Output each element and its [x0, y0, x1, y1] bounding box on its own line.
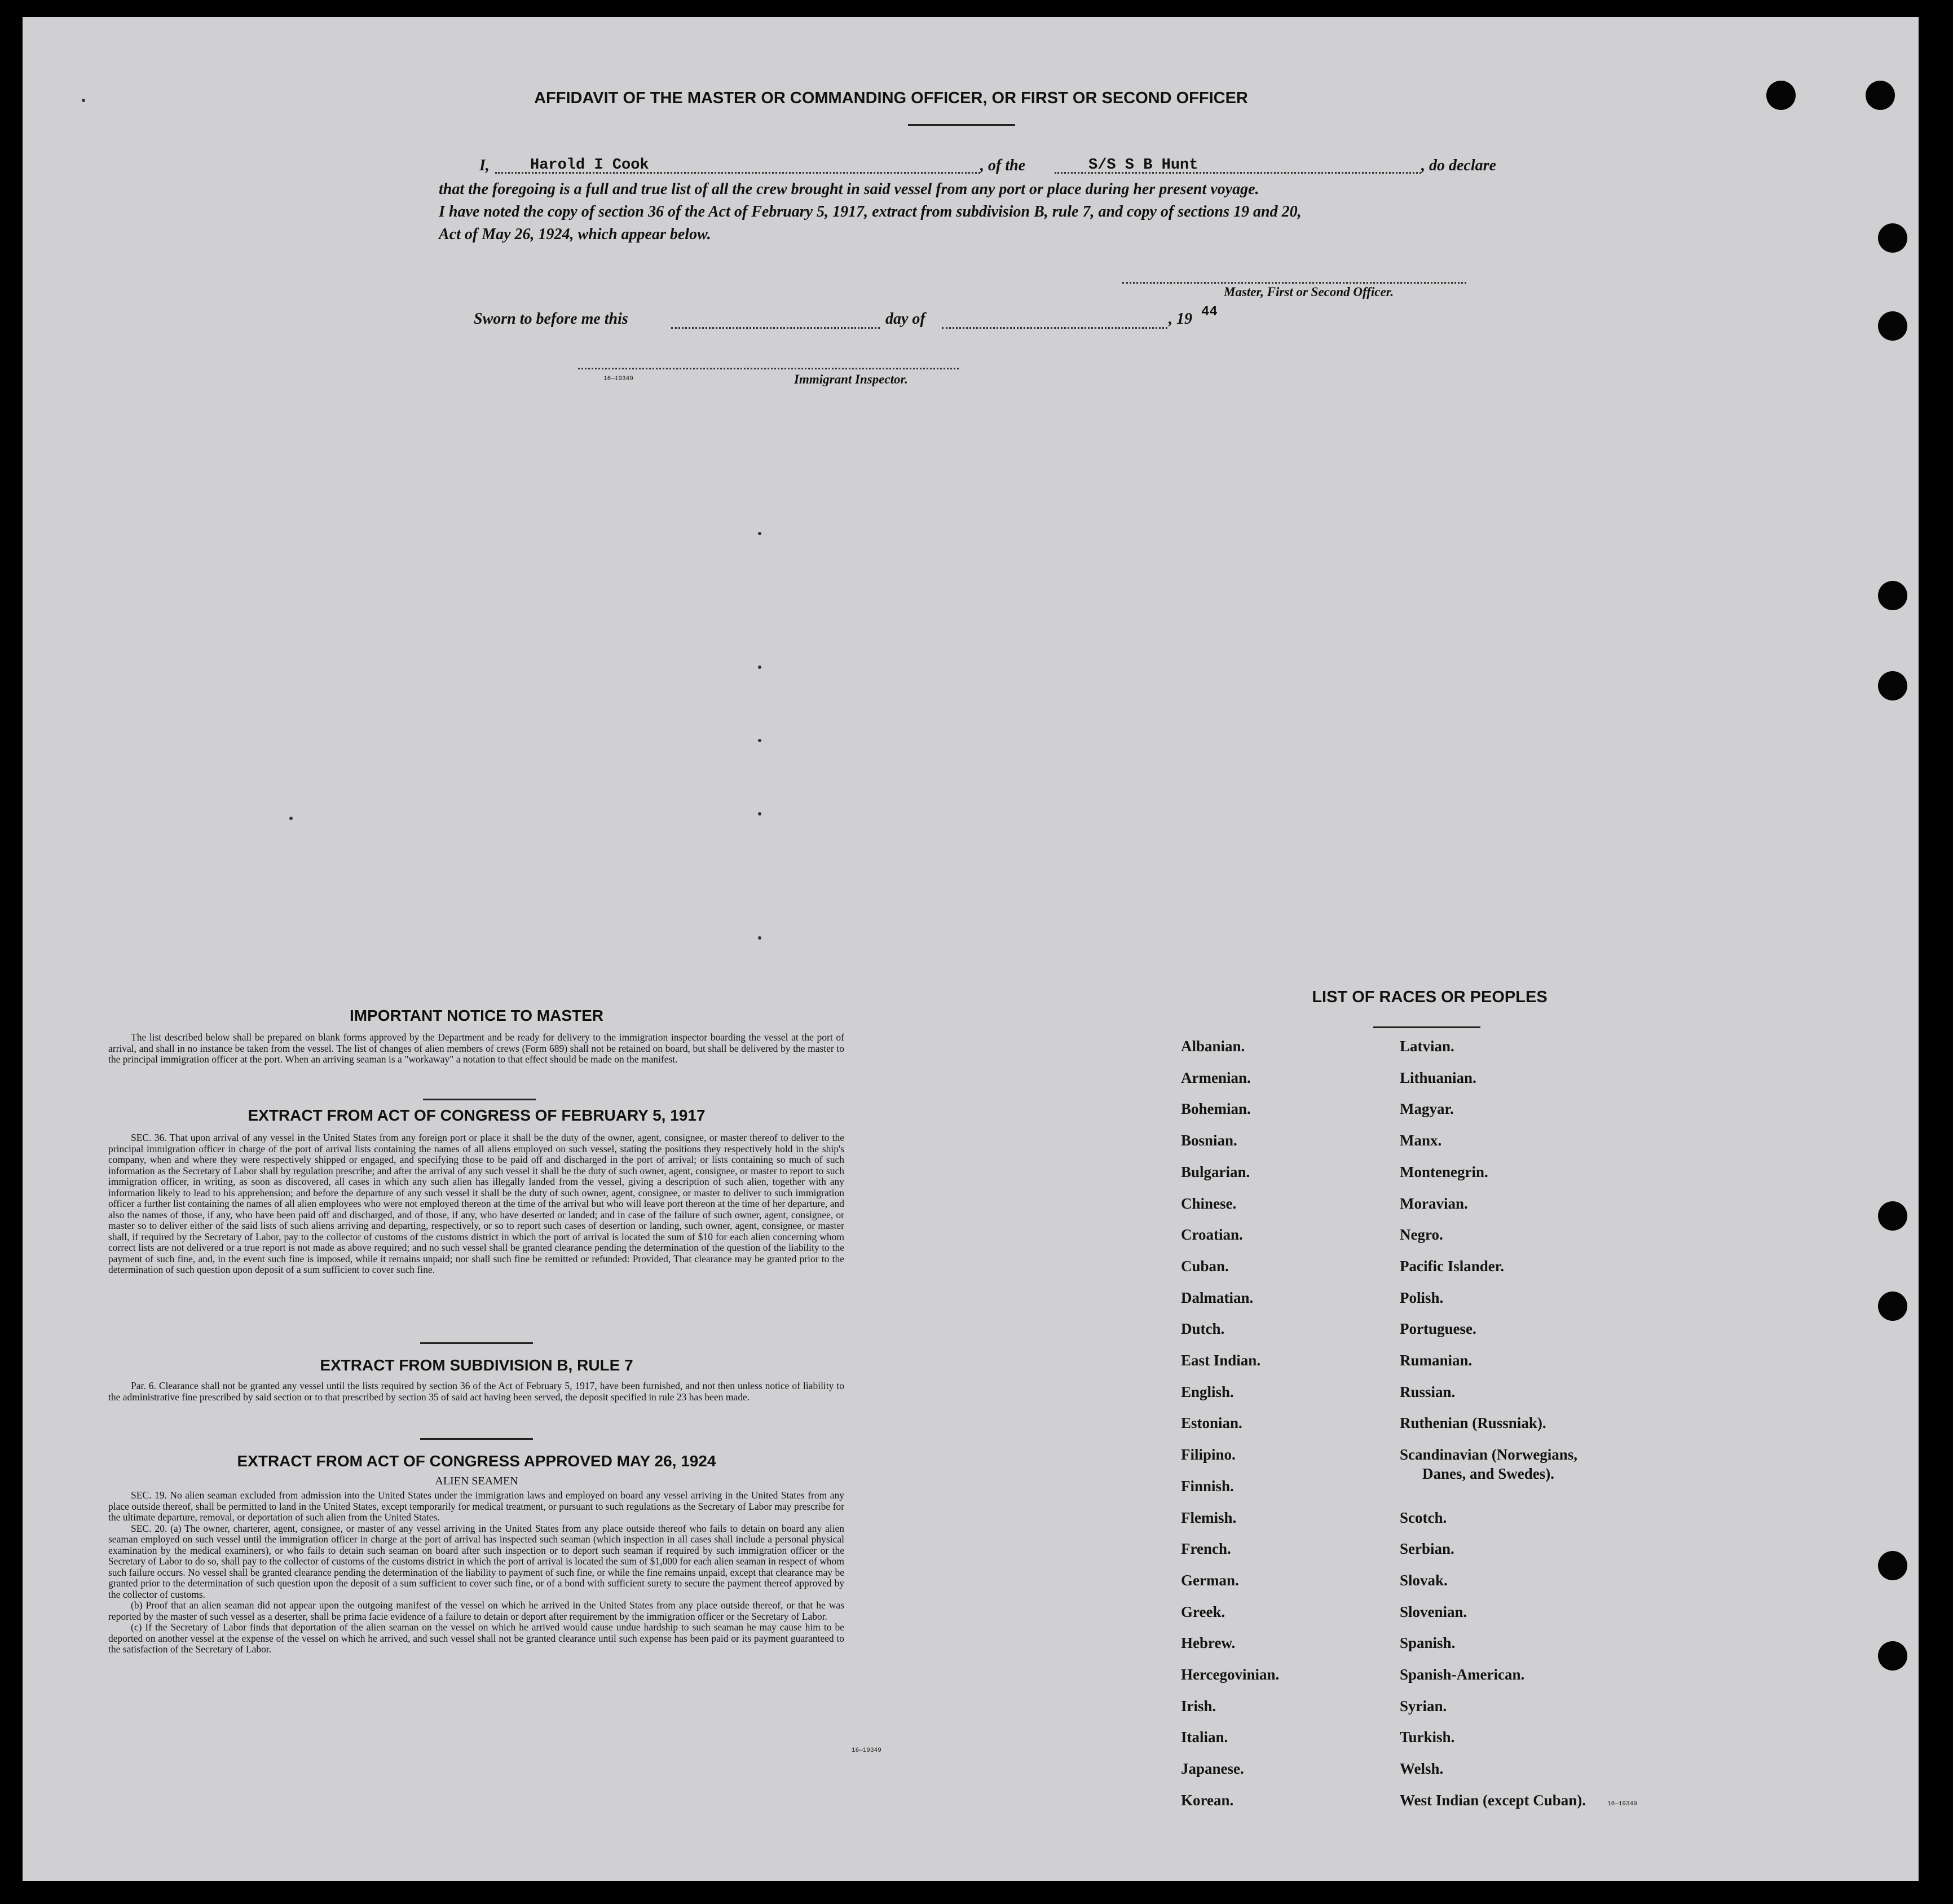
races-title: LIST OF RACES OR PEOPLES: [1312, 988, 1548, 1006]
race-item: Negro.: [1400, 1226, 1443, 1243]
race-item: Danes, and Swedes).: [1422, 1465, 1555, 1482]
extract-1924-text: [108, 1490, 844, 1655]
race-item: Armenian.: [1181, 1069, 1251, 1086]
race-item: Scotch.: [1400, 1509, 1447, 1526]
race-item: Ruthenian (Russniak).: [1400, 1414, 1546, 1431]
extract-1924-subtitle: ALIEN SEAMEN: [435, 1475, 518, 1487]
race-item: Moravian.: [1400, 1195, 1468, 1212]
race-item: Albanian.: [1181, 1038, 1245, 1055]
extract-form-number: 16—19349: [852, 1747, 881, 1754]
race-item: English.: [1181, 1383, 1234, 1400]
affidavit-declare-label: , do declare: [1421, 157, 1496, 174]
affidavit-title: AFFIDAVIT OF THE MASTER OR COMMANDING OFFICER, OR FIRST OR SECOND OFFICER: [534, 89, 1248, 107]
race-item: Slovak.: [1400, 1572, 1448, 1589]
inspector-caption: Immigrant Inspector.: [794, 372, 908, 386]
signature-caption: Master, First or Second Officer.: [1224, 285, 1394, 299]
race-item: Japanese.: [1181, 1760, 1244, 1777]
race-item: Portuguese.: [1400, 1320, 1476, 1337]
master-name-field: Harold I Cook: [530, 157, 649, 174]
extract-rule7-title: EXTRACT FROM SUBDIVISION B, RULE 7: [320, 1356, 633, 1374]
year-prefix: , 19: [1169, 310, 1192, 328]
race-item: Italian.: [1181, 1729, 1228, 1746]
race-item: Polish.: [1400, 1289, 1444, 1306]
race-item: Turkish.: [1400, 1729, 1455, 1746]
section-20c-text: (c) If the Secretary of Labor finds that deportation of the alien seaman on the vessel on which he arrived would cause undue hardship to such seaman he may cause him to be deported on another vessel at the expense of the vessel on which he arrived, and such vessel shall not be granted clearance until such expense has been paid or its payment guaranteed to the satisfaction of the Secretary of Labor.: [108, 1621, 844, 1655]
race-item: Serbian.: [1400, 1540, 1454, 1557]
race-item: Pacific Islander.: [1400, 1258, 1504, 1275]
race-item: Korean.: [1181, 1792, 1234, 1809]
race-item: Spanish.: [1400, 1634, 1456, 1651]
race-item: Rumanian.: [1400, 1352, 1473, 1369]
day-of-label: day of: [885, 310, 925, 328]
extract-1917-text: SEC. 36. That upon arrival of any vessel in the United States from any foreign port or place it shall be the duty of the owner, agent, consignee, or master thereof to deliver to the principal immigration officer in charge of the port of arrival lists containing the names of all aliens employed on such vessel, stating the positions they respectively hold in the ship's company, when and where they were respectively shipped or engaged, and specifying those to be paid off and discharged in the port of arrival; or lists containing so much of such information as the Secretary of Labor shall by regulation prescribe; and after the arrival of any such vessel it shall be the duty of such owner, agent, consignee, or master to report to such immigration officer, in writing, as soon as discovered, all cases in which any such alien has illegally landed from the vessel, giving a description of such alien, together with any information likely to lead to his apprehension; and before the departure of any such vessel it shall be the duty of such owner, agent, consignee, or master to deliver to such immigration officer a further list containing the names of all alien employees who were not employed thereon at the time of the arrival but who will leave port thereon at the time of her departure, and also the names of those, if any, who have been paid off and discharged, and of those, if any, who have deserted or landed; and in case of the failure of such owner, agent, consignee, or master so to deliver either of the said lists of such aliens arriving and departing, respectively, or so to report such cases of desertion or landing, such owner, agent, consignee, or master shall, if required by the Secretary of Labor, pay to the collector of customs of the customs district in which the port of arrival is located the sum of $10 for each alien concerning whom correct lists are not delivered or a true report is not made as above required; and no such vessel shall be granted clearance pending the determination of the question of the liability to the payment of such fine, and, in the event such fine is imposed, while it remains unpaid; nor shall such fine be remitted or refunded: Provided, That clearance may be granted prior to the determination of such question upon deposit of a sum sufficient to cover such fine.: [108, 1132, 844, 1275]
race-item: Montenegrin.: [1400, 1163, 1488, 1180]
affidavit-line-2: that the foregoing is a full and true list of all the crew brought in said vessel from any port or place during her present voyage.: [439, 180, 1259, 198]
race-item: Scandinavian (Norwegians,: [1400, 1446, 1578, 1463]
race-item: German.: [1181, 1572, 1239, 1589]
sworn-label: Sworn to before me this: [474, 310, 628, 328]
race-item: East Indian.: [1181, 1352, 1261, 1369]
race-item: Irish.: [1181, 1698, 1216, 1715]
section-20b-text: (b) Proof that an alien seaman did not appear upon the outgoing manifest of the vessel on which he arrived in the United States from any place outside thereof, or that he was reported by the master of such vessel as a deserter, shall be prima facie evidence of a failure to detain or deport after requirement by the immigration officer or the Secretary of Labor.: [108, 1599, 844, 1622]
binder-hole-icon: [1866, 81, 1895, 110]
race-item: Bohemian.: [1181, 1100, 1251, 1117]
affidavit-form-number: 16—19349: [603, 376, 633, 382]
race-item: Magyar.: [1400, 1100, 1454, 1117]
race-item: Russian.: [1400, 1383, 1456, 1400]
binder-hole-icon: [1878, 1551, 1907, 1580]
binder-hole-icon: [1766, 81, 1796, 110]
race-item: Hercegovinian.: [1181, 1666, 1280, 1683]
race-item: Spanish-American.: [1400, 1666, 1525, 1683]
race-item: Hebrew.: [1181, 1634, 1236, 1651]
binder-hole-icon: [1878, 223, 1907, 253]
race-item: Filipino.: [1181, 1446, 1236, 1463]
notice-title: IMPORTANT NOTICE TO MASTER: [349, 1007, 604, 1024]
affidavit-of-the-label: , of the: [980, 157, 1026, 174]
section-20a-text: SEC. 20. (a) The owner, charterer, agent, consignee, or master of any vessel arriving in the United States from any place outside thereof who fails to detain on board any alien seaman employed on such vessel until the immigration officer in charge at the port of arrival has inspected such seaman (which inspection in all cases shall include a personal physical examination by the medical examiners), or who fails to detain such seaman on board after such inspection or to deport such seaman if required by such immigration officer or the Secretary of Labor to do so, shall pay to the collector of customs of the customs district in which the port of arrival is located the sum of $1,000 for each alien seaman in respect of whom such failure occurs. No vessel shall be granted clearance pending the determination of the liability to payment of such fine, or while the fine remains unpaid, except that clearance may be granted prior to the determination of such question upon the deposit of a sum sufficient to cover such fine, or of a bond with sufficient surety to secure the payment thereof approved by the collector of customs.: [108, 1522, 844, 1600]
notice-text: The list described below shall be prepared on blank forms approved by the Department and be ready for delivery to the immigration inspector boarding the vessel at the port of arrival, and shall in no instance be taken from the vessel. The list of changes of alien members of crews (Form 689) shall not be retained on board, but shall be delivered by the master to the principal immigration officer at the port. When an arriving seaman is a "workaway" a notation to that effect should be made on the manifest.: [108, 1032, 844, 1065]
race-item: Greek.: [1181, 1603, 1225, 1620]
race-item: Bosnian.: [1181, 1132, 1237, 1149]
vessel-name-field: S/S S B Hunt: [1088, 157, 1198, 174]
race-item: Bulgarian.: [1181, 1163, 1250, 1180]
document-sheet: [23, 17, 1919, 1881]
binder-hole-icon: [1878, 581, 1907, 610]
extract-rule7-text: Par. 6. Clearance shall not be granted any vessel until the lists required by section 36 of the Act of February 5, 1917, have been furnished, and not then unless notice of liability to the administrative fine prescribed by said section or to that prescribed by section 35 of said act having been served, the deposit specified in rule 23 has been made.: [108, 1380, 844, 1403]
binder-hole-icon: [1878, 671, 1907, 700]
race-item: Croatian.: [1181, 1226, 1243, 1243]
race-item: Slovenian.: [1400, 1603, 1467, 1620]
extract-1917-title: EXTRACT FROM ACT OF CONGRESS OF FEBRUARY 5, 1917: [248, 1107, 706, 1124]
race-item: Cuban.: [1181, 1258, 1229, 1275]
race-item: Syrian.: [1400, 1698, 1447, 1715]
race-item: Finnish.: [1181, 1478, 1234, 1495]
race-item: Welsh.: [1400, 1760, 1444, 1777]
section-19-text: SEC. 19. No alien seaman excluded from admission into the United States under the immigration laws and employed on board any vessel arriving in the United States from any place outside thereof, shall be permitted to land in the United States, except temporarily for medical treatment, or pursuant to such regulations as the Secretary of Labor may prescribe for the ultimate departure, removal, or deportation of such alien from the United States.: [108, 1489, 844, 1523]
race-item: West Indian (except Cuban).: [1400, 1792, 1586, 1809]
race-item: Flemish.: [1181, 1509, 1237, 1526]
race-item: Dalmatian.: [1181, 1289, 1254, 1306]
binder-hole-icon: [1878, 1201, 1907, 1231]
race-item: Lithuanian.: [1400, 1069, 1476, 1086]
race-item: Manx.: [1400, 1132, 1442, 1149]
races-form-number: 16—19349: [1607, 1801, 1637, 1808]
binder-hole-icon: [1878, 311, 1907, 341]
affidavit-line-4: Act of May 26, 1924, which appear below.: [439, 226, 711, 243]
race-item: Dutch.: [1181, 1320, 1225, 1337]
race-item: Estonian.: [1181, 1414, 1242, 1431]
race-item: French.: [1181, 1540, 1231, 1557]
binder-hole-icon: [1878, 1292, 1907, 1321]
race-item: Chinese.: [1181, 1195, 1237, 1212]
affidavit-i-label: I,: [479, 157, 490, 174]
affidavit-line-3: I have noted the copy of section 36 of the Act of February 5, 1917, extract from subdivision B, rule 7, and copy of sections 19 and 20,: [439, 203, 1302, 221]
binder-hole-icon: [1878, 1641, 1907, 1671]
race-item: Latvian.: [1400, 1038, 1454, 1055]
year-field: 44: [1201, 305, 1218, 320]
extract-1924-title: EXTRACT FROM ACT OF CONGRESS APPROVED MAY 26, 1924: [237, 1452, 716, 1470]
